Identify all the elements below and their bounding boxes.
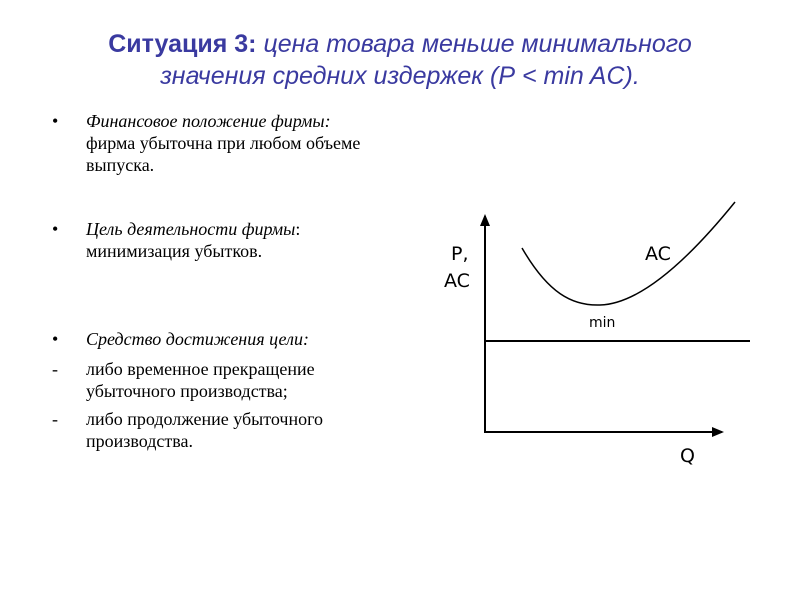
bullet-marker: • bbox=[52, 329, 59, 349]
bullet-text: фирма убыточна при любом объеме выпуска. bbox=[86, 133, 361, 175]
slide: Ситуация 3: цена товара меньше минимального значения средних издержек (Р < min AC). • Финансовое положение фирмы: фирма убыточна при любом объеме выпуска. • Цель деятельности фирмы: минимизация убытков. • Средство достижения цели: - либо временное прекращение убыточного производства; - либо продолжение убыточного производства. P, AC Q AC min bbox=[0, 0, 800, 600]
min-label: min bbox=[589, 315, 616, 331]
title-rest-line2: значения средних издержек (Р < min AC). bbox=[160, 62, 640, 90]
y-axis-label-p: P, bbox=[451, 243, 469, 265]
dash-marker: - bbox=[52, 409, 58, 429]
y-axis-label-ac: AC bbox=[444, 270, 470, 292]
bullet-marker: • bbox=[52, 111, 59, 131]
cost-diagram bbox=[430, 190, 750, 480]
bullet-heading: Цель деятельности фирмы bbox=[86, 219, 296, 239]
title-lead: Ситуация 3: bbox=[108, 30, 257, 58]
title-rest-line1: цена товара меньше минимального bbox=[256, 30, 692, 58]
slide-title bbox=[40, 28, 760, 92]
dash-text: либо продолжение убыточного производства. bbox=[86, 409, 324, 451]
bullet-heading: Средство достижения цели: bbox=[86, 329, 309, 349]
bullet-heading: Финансовое положение фирмы: bbox=[86, 111, 331, 131]
bullet-marker: • bbox=[52, 219, 59, 239]
bullet-text: минимизация убытков. bbox=[86, 241, 263, 261]
ac-curve bbox=[522, 202, 735, 305]
dash-text: либо временное прекращение убыточного производства; bbox=[86, 359, 315, 401]
ac-curve-label: AC bbox=[645, 243, 671, 265]
dash-marker: - bbox=[52, 359, 58, 379]
x-axis-label: Q bbox=[680, 445, 695, 467]
